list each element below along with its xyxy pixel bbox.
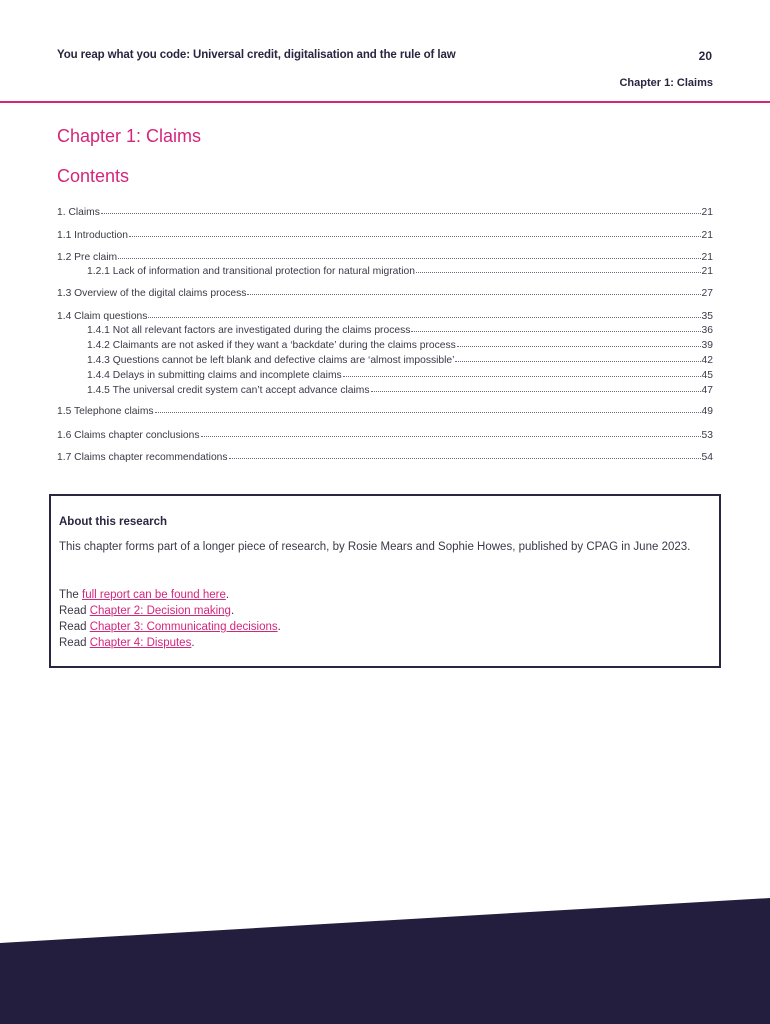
toc-page-number: 21 xyxy=(701,207,713,218)
toc-entry-label: 1.7 Claims chapter recommendations xyxy=(57,452,228,463)
toc-entry-label: 1.4.1 Not all relevant factors are investigated during the claims process xyxy=(87,325,411,336)
toc-entry-label: 1.3 Overview of the digital claims process xyxy=(57,288,247,299)
toc-page-number: 21 xyxy=(701,252,713,263)
full-report-suffix: . xyxy=(225,589,230,601)
toc-entry-label: 1.4 Claim questions xyxy=(57,311,148,322)
toc-entry-label: 1.2 Pre claim xyxy=(57,252,118,263)
full-report-prefix: The xyxy=(59,589,83,601)
toc-entry-label: 1.6 Claims chapter conclusions xyxy=(57,430,200,441)
chapter-3-link[interactable]: Chapter 3: Communicating decisions xyxy=(89,621,278,633)
toc-entry-label: 1.5 Telephone claims xyxy=(57,406,154,417)
about-research-paragraph: This chapter forms part of a longer piece of research, by Rosie Mears and Sophie Howes, published by CPAG in June 2023. xyxy=(59,541,691,553)
toc-page-number: 54 xyxy=(701,452,713,463)
toc-page-number: 47 xyxy=(701,385,713,396)
toc-page-number: 21 xyxy=(701,266,713,277)
read-prefix: Read xyxy=(59,605,90,617)
contents-heading: Contents xyxy=(57,166,130,186)
toc-page-number: 49 xyxy=(701,406,713,417)
chapter-4-link[interactable]: Chapter 4: Disputes xyxy=(89,637,192,649)
read-suffix: . xyxy=(230,605,235,617)
toc-page-number: 21 xyxy=(701,230,713,241)
running-title: You reap what you code: Universal credit, digitalisation and the rule of law xyxy=(57,49,456,61)
toc-page-number: 39 xyxy=(701,340,713,351)
read-prefix: Read xyxy=(59,621,90,633)
toc-page-number: 42 xyxy=(701,355,713,366)
chapter-heading: Chapter 1: Claims xyxy=(57,126,202,146)
toc-page-number: 35 xyxy=(701,311,713,322)
toc-entry-label: 1.2.1 Lack of information and transitional protection for natural migration xyxy=(87,266,415,277)
about-research-title: About this research xyxy=(59,516,167,528)
toc-page-number: 36 xyxy=(701,325,713,336)
toc-page-number: 53 xyxy=(701,430,713,441)
toc-entry-label: 1.4.5 The universal credit system can’t accept advance claims xyxy=(87,385,370,396)
toc-page-number: 27 xyxy=(701,288,713,299)
toc-entry-label: 1. Claims xyxy=(57,207,100,218)
toc-entry-label: 1.4.4 Delays in submitting claims and incomplete claims xyxy=(87,370,342,381)
toc-entry-label: 1.4.3 Questions cannot be left blank and defective claims are ‘almost impossible’ xyxy=(87,355,455,366)
read-prefix: Read xyxy=(59,637,90,649)
chapter-2-link[interactable]: Chapter 2: Decision making xyxy=(89,605,231,617)
read-suffix: . xyxy=(191,637,195,649)
full-report-link[interactable]: full report can be found here xyxy=(82,589,226,601)
toc-entry-label: 1.4.2 Claimants are not asked if they want a ‘backdate’ during the claims process xyxy=(87,340,456,351)
toc-entry-label: 1.1 Introduction xyxy=(57,230,128,241)
read-suffix: . xyxy=(277,621,281,633)
page-number: 20 xyxy=(698,49,712,63)
footer-band-shape xyxy=(0,898,770,1024)
header-chapter-label: Chapter 1: Claims xyxy=(619,77,713,89)
toc-page-number: 45 xyxy=(701,370,713,381)
